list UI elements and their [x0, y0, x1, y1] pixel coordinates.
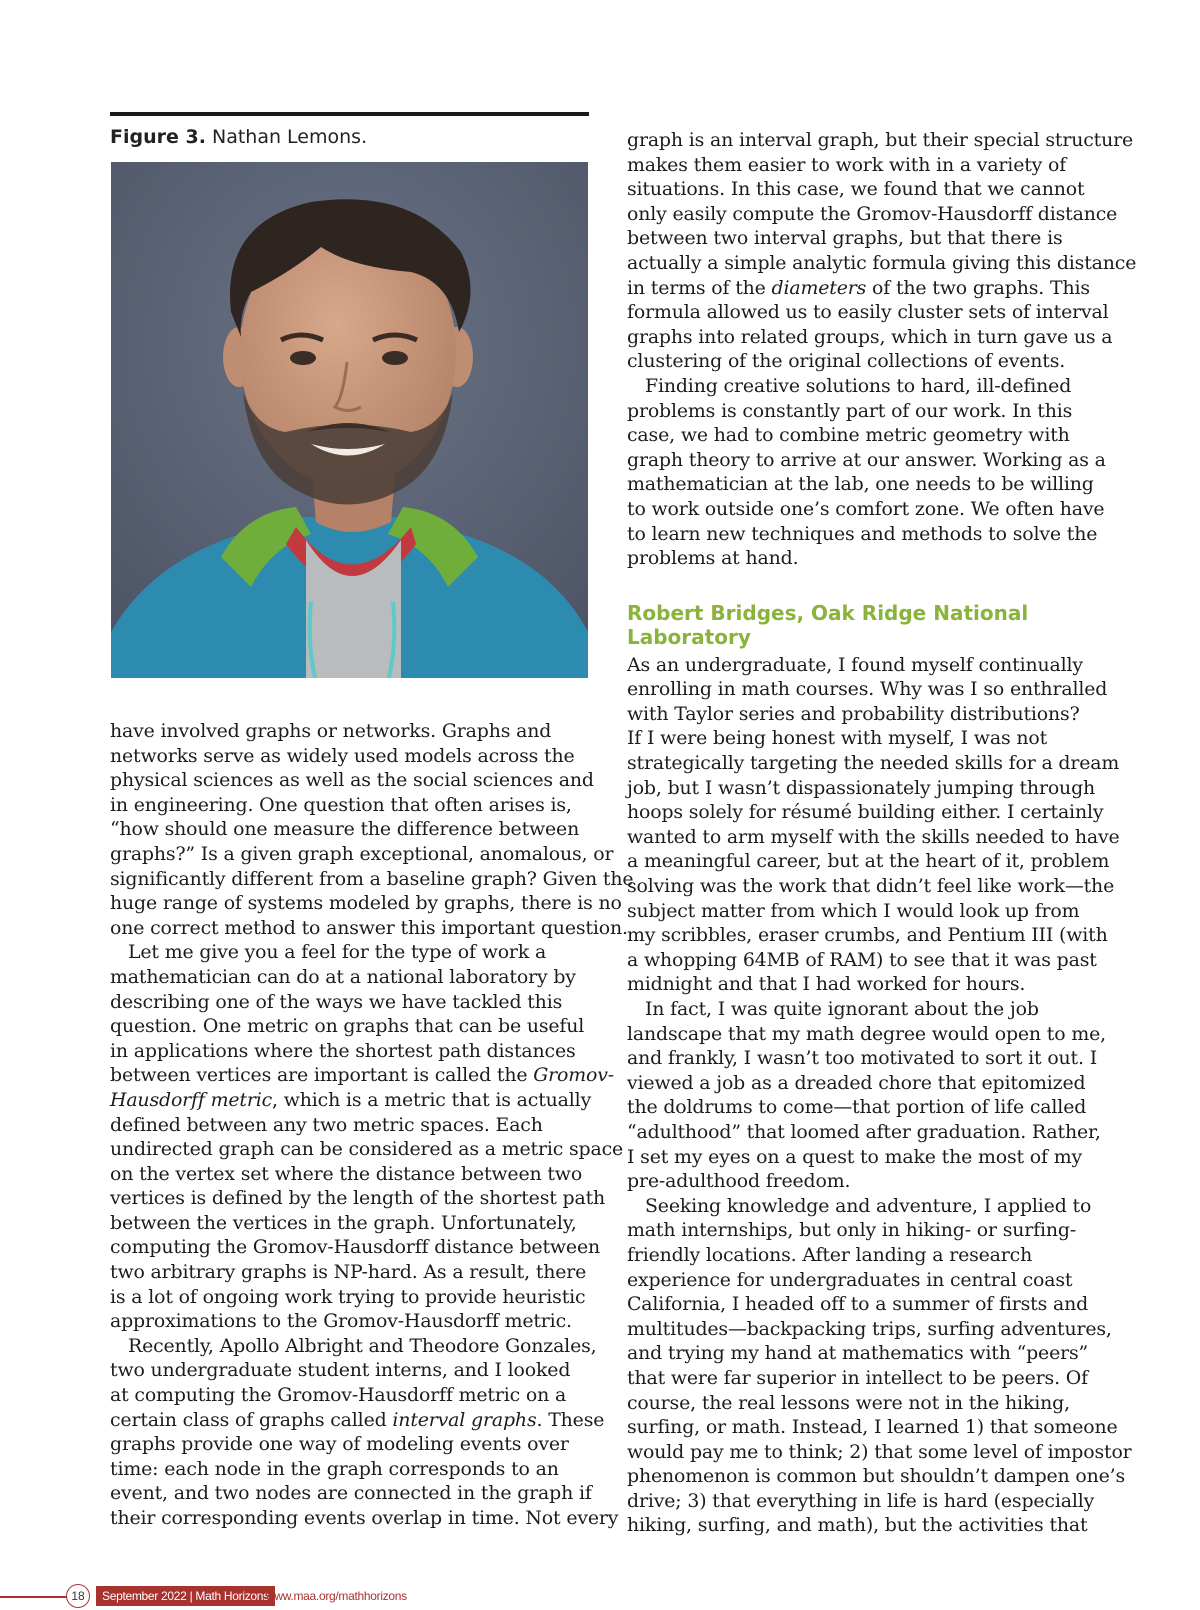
text-run: viewed a job as a dreaded chore that epitomized [627, 1071, 1086, 1094]
text-line [627, 874, 1115, 899]
text-run: strategically targeting the needed skills for a dream [627, 752, 1120, 775]
text-run: certain class of graphs called [110, 1408, 393, 1431]
text-run: at computing the Gromov-Hausdorff metric on a [110, 1384, 567, 1407]
text-line [627, 776, 1112, 801]
figure-top-rule [110, 112, 589, 116]
text-run: event, and two nodes are connected in the graph if [110, 1482, 592, 1505]
text-line [627, 1145, 1112, 1170]
text-line [110, 1063, 615, 1088]
text-line [110, 1383, 595, 1408]
right-text-column [627, 128, 1137, 1538]
text-line [110, 719, 595, 744]
text-line [627, 522, 1112, 547]
text-run: to learn new techniques and methods to solve the [627, 522, 1098, 545]
text-line [627, 800, 1112, 825]
text-line [110, 1432, 595, 1457]
text-run: in applications where the shortest path distances [110, 1039, 576, 1062]
text-line [110, 1358, 595, 1383]
text-run: California, I headed off to a summer of firsts and [627, 1293, 1089, 1316]
text-run: graph theory to arrive at our answer. Working as a [627, 448, 1106, 471]
text-run: I set my eyes on a quest to make the most of my [627, 1145, 1082, 1168]
text-run: physical sciences as well as the social sciences and [110, 769, 594, 792]
text-line [110, 1088, 595, 1113]
footer-rule [0, 1596, 70, 1598]
footer-url[interactable]: www.maa.org/mathhorizons [266, 1589, 407, 1603]
text-line [110, 1235, 601, 1260]
section-heading-line-2: Laboratory [627, 624, 751, 649]
text-emphasis: interval graphs [392, 1408, 537, 1431]
text-line [627, 1046, 1112, 1071]
text-run: have involved graphs or networks. Graphs and [110, 720, 552, 742]
right-column-top-text [627, 128, 1137, 571]
text-run: two arbitrary graphs is NP-hard. As a result, there [110, 1261, 587, 1284]
text-line [627, 202, 1118, 227]
text-run: only easily compute the Gromov-Hausdorff distance [627, 202, 1118, 225]
text-run: As an undergraduate, I found myself continually [627, 653, 1083, 676]
text-run: drive; 3) that everything in life is hard (especially [627, 1489, 1095, 1512]
text-run: “how should one measure the difference between [110, 818, 580, 841]
text-run: in terms of the [627, 276, 772, 299]
text-run: experience for undergraduates in central coast [627, 1268, 1073, 1291]
text-run: problems is constantly part of our work. In this [627, 399, 1073, 422]
text-run: landscape that my math degree would open to me, [627, 1022, 1106, 1045]
text-line [627, 653, 1112, 678]
figure-caption [110, 126, 367, 148]
figure-label: Figure 3. [110, 126, 206, 148]
right-eye [382, 351, 408, 365]
text-run: subject matter from which I would look up from [627, 899, 1080, 922]
text-line [627, 325, 1112, 350]
text-run: Recently, Apollo Albright and Theodore Gonzales, [128, 1334, 597, 1357]
text-run: on the vertex set where the distance between two [110, 1162, 583, 1185]
text-line [627, 276, 1112, 301]
text-line [627, 1095, 1112, 1120]
text-line [627, 1366, 1112, 1391]
issue-badge: September 2022 | Math Horizons [96, 1586, 275, 1606]
text-run: a meaningful career, but at the heart of it, problem [627, 850, 1110, 873]
text-run: solving was the work that didn’t feel like work—the [627, 875, 1115, 898]
portrait-photo [111, 162, 588, 678]
text-line [627, 751, 1120, 776]
text-line [110, 1408, 605, 1433]
text-line [110, 990, 595, 1015]
text-line [627, 448, 1112, 473]
text-line [110, 1334, 595, 1359]
text-line [110, 768, 595, 793]
text-run: defined between any two metric spaces. Each [110, 1113, 543, 1136]
left-eye [290, 351, 316, 365]
text-run: formula allowed us to easily cluster sets of interval [627, 301, 1109, 324]
text-run: that were far superior in intellect to be peers. Of [627, 1366, 1088, 1389]
text-run: the doldrums to come—that portion of life called [627, 1096, 1087, 1119]
text-run: of the two graphs. This [866, 276, 1090, 299]
text-line [627, 251, 1137, 276]
text-line [110, 1137, 624, 1162]
text-line [110, 1481, 595, 1506]
text-run: wanted to arm myself with the skills needed to have [627, 825, 1120, 848]
text-line [110, 965, 595, 990]
text-run: In fact, I was quite ignorant about the job [645, 998, 1039, 1020]
text-run: mathematician can do at a national laboratory by [110, 965, 576, 988]
text-run: and trying my hand at mathematics with “peers” [627, 1342, 1089, 1365]
text-line [627, 399, 1112, 424]
section-gap [627, 571, 1112, 601]
text-line [110, 744, 595, 769]
text-emphasis: Gromov- [533, 1064, 615, 1087]
text-line [110, 1457, 595, 1482]
text-line [627, 825, 1120, 850]
text-run: . These [536, 1408, 605, 1431]
text-line [627, 1341, 1112, 1366]
text-run: graph is an interval graph, but their special structure [627, 129, 1134, 151]
text-run: a whopping 64MB of RAM) to see that it was past [627, 948, 1097, 971]
text-run: situations. In this case, we found that we cannot [627, 178, 1085, 201]
text-line [627, 972, 1112, 997]
text-run: surfing, or math. Instead, I learned 1) that someone [627, 1416, 1118, 1439]
text-line [110, 1162, 595, 1187]
text-run: problems at hand. [627, 547, 799, 570]
text-line [627, 1243, 1112, 1268]
text-run: huge range of systems modeled by graphs, there is no [110, 892, 622, 915]
text-run: two undergraduate student interns, and I looked [110, 1359, 571, 1382]
text-line [627, 997, 1112, 1022]
text-line [627, 702, 1112, 727]
text-run: hiking, surfing, and math), but the activities that [627, 1514, 1088, 1537]
text-line [627, 153, 1112, 178]
text-emphasis: diameters [771, 276, 867, 299]
text-run: Let me give you a feel for the type of work a [128, 941, 547, 964]
text-line [110, 1309, 595, 1334]
text-line [110, 1285, 595, 1310]
text-run: midnight and that I had worked for hours. [627, 973, 1026, 996]
text-run: describing one of the ways we have tackled this [110, 990, 563, 1013]
text-line [110, 891, 622, 916]
text-run: graphs provide one way of modeling events over [110, 1433, 569, 1456]
text-run: hoops solely for résumé building either. I certainly [627, 801, 1104, 824]
text-run: Seeking knowledge and adventure, I applied to [645, 1194, 1092, 1217]
text-emphasis: Hausdorff metric [110, 1088, 273, 1111]
text-run: to work outside one’s comfort zone. We often have [627, 497, 1105, 520]
text-line [627, 899, 1112, 924]
text-line [627, 472, 1112, 497]
text-run: undirected graph can be considered as a metric space [110, 1138, 624, 1161]
text-run: in engineering. One question that often arises is, [110, 793, 572, 816]
text-run: their corresponding events overlap in time. Not every [110, 1507, 619, 1529]
text-run: time: each node in the graph corresponds to an [110, 1457, 559, 1480]
text-run: course, the real lessons were not in the hiking, [627, 1391, 1070, 1414]
section-heading [627, 601, 1112, 649]
text-run: one correct method to answer this important question. [110, 916, 628, 939]
text-line [110, 1014, 595, 1039]
text-run: between vertices are important is called the [110, 1064, 534, 1087]
text-run: friendly locations. After landing a research [627, 1243, 1033, 1266]
text-run: “adulthood” that loomed after graduation. Rather, [627, 1120, 1101, 1143]
text-run: my scribbles, eraser crumbs, and Pentium III (with [627, 924, 1108, 947]
text-run: makes them easier to work with in a variety of [627, 153, 1067, 176]
text-line [627, 1464, 1126, 1489]
text-line [627, 128, 1134, 153]
text-line [627, 1218, 1112, 1243]
text-line [627, 374, 1112, 399]
page-footer [0, 1584, 420, 1610]
text-line [110, 1113, 595, 1138]
text-run: computing the Gromov-Hausdorff distance between [110, 1236, 601, 1259]
text-line [627, 849, 1112, 874]
text-line [110, 1260, 595, 1285]
text-line [110, 867, 634, 892]
text-line [627, 423, 1112, 448]
right-column-bottom-text [627, 653, 1132, 1538]
text-run: significantly different from a baseline graph? Given the [110, 867, 634, 890]
text-run: math internships, but only in hiking- or surfing- [627, 1219, 1077, 1242]
text-line [110, 1039, 595, 1064]
text-line [627, 1391, 1112, 1416]
text-line [627, 177, 1112, 202]
text-run: is a lot of ongoing work trying to provide heuristic [110, 1285, 586, 1308]
text-run: job, but I wasn’t dispassionately jumping through [627, 776, 1096, 799]
text-line [627, 497, 1112, 522]
text-run: between the vertices in the graph. Unfortunately, [110, 1211, 577, 1234]
text-run: actually a simple analytic formula giving this distance [627, 251, 1137, 274]
text-line [110, 1211, 595, 1236]
text-line [110, 1506, 619, 1531]
text-run: enrolling in math courses. Why was I so enthralled [627, 678, 1108, 701]
text-run: graphs?” Is a given graph exceptional, anomalous, or [110, 842, 614, 865]
text-line [110, 940, 595, 965]
text-run: multitudes—backpacking trips, surfing adventures, [627, 1317, 1112, 1340]
text-line [627, 1415, 1118, 1440]
text-line [110, 842, 614, 867]
text-run: clustering of the original collections of events. [627, 350, 1066, 373]
text-line [627, 349, 1112, 374]
text-line [627, 1317, 1112, 1342]
text-line [627, 1022, 1112, 1047]
section-heading-line-1: Robert Bridges, Oak Ridge National [627, 600, 1029, 625]
text-run: between two interval graphs, but that there is [627, 227, 1063, 250]
text-run: graphs into related groups, which in turn gave us a [627, 325, 1113, 348]
text-run: Finding creative solutions to hard, ill-defined [645, 374, 1072, 397]
text-line [627, 1268, 1112, 1293]
text-line [110, 916, 628, 941]
text-run: pre-adulthood freedom. [627, 1170, 851, 1193]
text-line [627, 1489, 1112, 1514]
text-line [627, 1292, 1112, 1317]
page-number: 18 [66, 1584, 90, 1608]
text-run: , which is a metric that is actually [272, 1088, 592, 1111]
text-line [627, 226, 1112, 251]
text-line [627, 726, 1112, 751]
text-run: case, we had to combine metric geometry with [627, 424, 1070, 447]
text-run: networks serve as widely used models across the [110, 744, 575, 767]
left-text-column [110, 719, 634, 1531]
text-run: would pay me to think; 2) that some level of impostor [627, 1440, 1132, 1463]
text-line [627, 923, 1112, 948]
text-run: If I were being honest with myself, I was not [627, 727, 1048, 750]
text-line [110, 793, 595, 818]
text-line [627, 1169, 1112, 1194]
text-line [627, 546, 1112, 571]
text-line [627, 300, 1112, 325]
text-run: vertices is defined by the length of the shortest path [110, 1187, 606, 1210]
figure-caption-text: Nathan Lemons. [211, 126, 368, 148]
text-run: with Taylor series and probability distributions? [627, 702, 1080, 725]
text-line [627, 1194, 1112, 1219]
text-line [627, 1071, 1112, 1096]
text-line [627, 1120, 1112, 1145]
text-run: approximations to the Gromov-Hausdorff metric. [110, 1310, 572, 1333]
text-line [627, 1513, 1112, 1538]
text-line [627, 677, 1112, 702]
text-line [627, 1440, 1132, 1465]
text-run: question. One metric on graphs that can be useful [110, 1015, 585, 1038]
text-line [627, 948, 1112, 973]
text-run: mathematician at the lab, one needs to be willing [627, 473, 1094, 496]
text-run: and frankly, I wasn’t too motivated to sort it out. I [627, 1047, 1098, 1070]
text-line [110, 1186, 606, 1211]
text-line [110, 817, 595, 842]
text-run: phenomenon is common but shouldn’t dampen one’s [627, 1465, 1126, 1488]
